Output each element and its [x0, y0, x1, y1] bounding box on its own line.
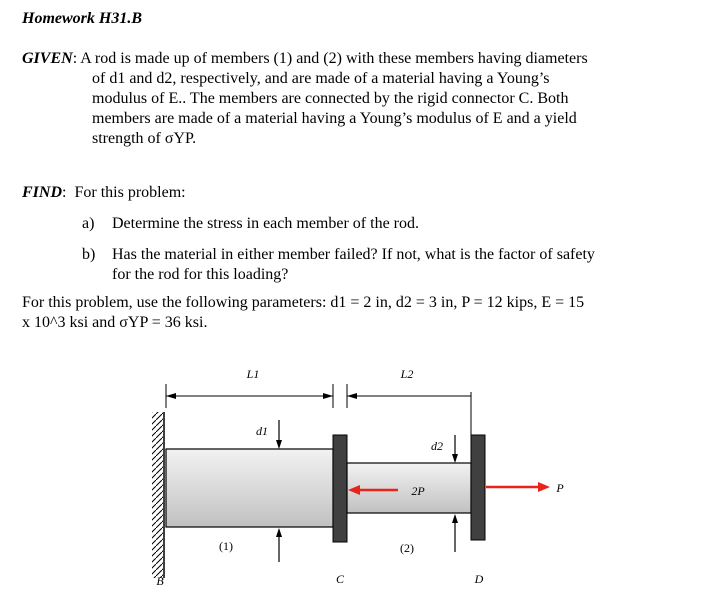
dim-l2-arrow-left	[347, 393, 357, 399]
given-line-3: modulus of E.. The members are connected by the rigid connector C. Both	[92, 90, 569, 107]
label-member-1: (1)	[219, 539, 233, 553]
given-line-5: strength of σYP.	[92, 130, 197, 147]
find-item-b-text-2: for the rod for this loading?	[112, 266, 289, 283]
force-p-arrowhead	[538, 482, 550, 492]
params-line-2: x 10^3 ksi and σYP = 36 ksi.	[22, 314, 208, 331]
d1-arrowhead-bottom	[276, 528, 282, 537]
d2-arrowhead-bottom	[452, 514, 458, 523]
params-line-1: For this problem, use the following parameters: d1 = 2 in, d2 = 3 in, P = 12 kips, E = 15	[22, 294, 585, 311]
connector-c	[333, 435, 347, 542]
label-b: B	[156, 574, 164, 588]
member-1-rod	[166, 449, 333, 527]
label-member-2: (2)	[400, 541, 414, 555]
find-item-b-tag: b)	[82, 246, 96, 263]
dim-l1-arrow-left	[166, 393, 176, 399]
given-line-2: of d1 and d2, respectively, and are made of a material having a Young’s	[92, 70, 550, 87]
fixed-wall-hatch	[152, 412, 163, 578]
given-line-1: A rod is made up of members (1) and (2) with these members having diameters	[80, 50, 588, 67]
dim-l1-arrow-right	[323, 393, 333, 399]
find-intro: For this problem:	[74, 184, 186, 201]
label-l1: L1	[246, 367, 260, 381]
label-d2: d2	[431, 439, 443, 453]
member-2-rod	[347, 463, 471, 513]
given-line-4: members are made of a material having a Young’s modulus of E and a yield	[92, 110, 577, 127]
label-l2: L2	[400, 367, 414, 381]
label-d: D	[474, 572, 484, 586]
d2-arrowhead-top	[452, 454, 458, 463]
find-item-b-text-1: Has the material in either member failed? If not, what is the factor of safety	[112, 246, 595, 263]
d1-arrowhead-top	[276, 440, 282, 449]
find-item-a-tag: a)	[82, 215, 95, 232]
end-plate-d	[471, 435, 485, 540]
homework-title: Homework H31.B	[22, 10, 143, 27]
given-section: GIVEN: A rod is made up of members (1) and (2) with these members having diameters of d1 and d2, respectively, and are made of a material having a Young’s modulus of E.. The members are connected by the rigid connector C. Both members are made of a material having a Young’s modulus of E and a yield strength of σYP.	[22, 49, 682, 149]
find-item-a-text: Determine the stress in each member of the rod.	[112, 215, 419, 232]
given-label: GIVEN	[22, 50, 73, 67]
find-section: FIND: For this problem:	[22, 184, 186, 201]
label-c: C	[335, 572, 345, 586]
label-d1: d1	[256, 424, 268, 438]
label-2p: 2P	[411, 484, 425, 498]
label-p: P	[556, 481, 564, 495]
find-label: FIND	[22, 184, 63, 201]
